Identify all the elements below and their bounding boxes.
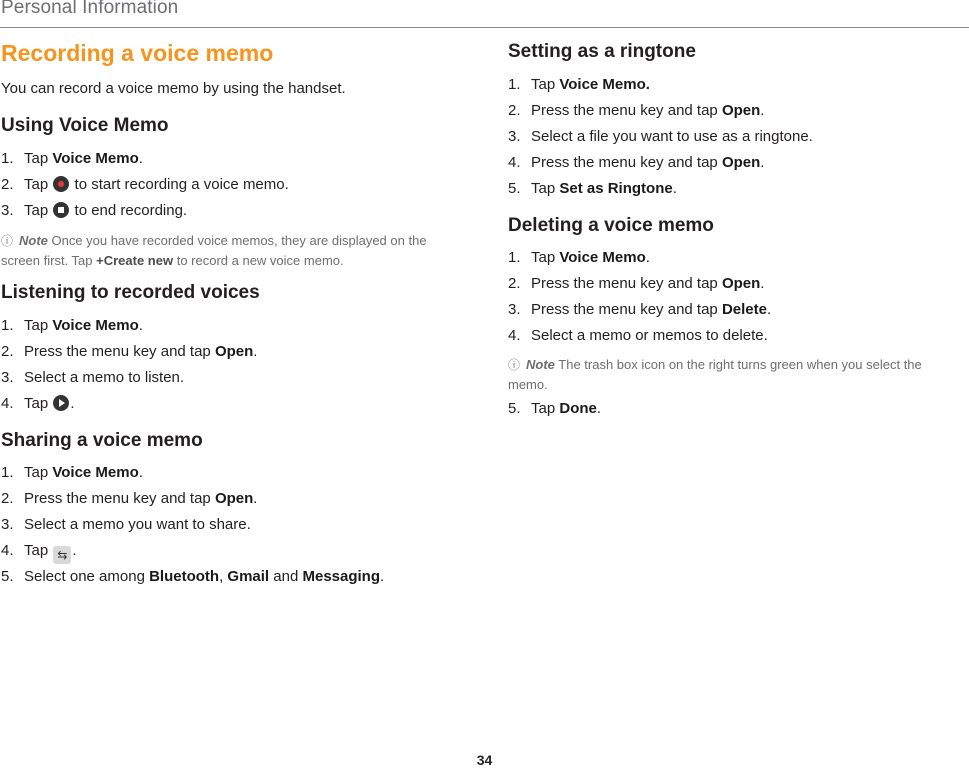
list-item [1, 343, 257, 360]
step-text: . [760, 154, 765, 171]
header-divider [0, 27, 969, 28]
step-text: Tap [531, 180, 560, 197]
note-text: to record a new voice memo. [173, 253, 344, 268]
step-text: Tap [531, 76, 560, 93]
step-text: Press the menu key and tap [531, 275, 722, 292]
step-number: 3. [1, 202, 14, 219]
list-item [508, 275, 764, 292]
step-number: 2. [1, 343, 14, 360]
list-item [508, 301, 771, 318]
step-text: . [596, 400, 602, 417]
list-item [1, 542, 77, 564]
keyword: Voice Memo [52, 150, 139, 167]
step-text: Press the menu key and tap [531, 301, 722, 318]
step-text: Select a memo to listen. [24, 369, 185, 386]
step-text: . [138, 464, 143, 481]
step-text: Tap [24, 395, 53, 412]
keyword: Set as Ringtone [559, 180, 673, 197]
keyword: Open [214, 343, 254, 360]
step-text: . [138, 150, 143, 167]
listening-heading: Listening to recorded voices [1, 282, 260, 303]
step-text: Tap [531, 249, 560, 266]
keyword: Gmail [227, 568, 270, 585]
keyword: Messaging [302, 568, 381, 585]
list-item [1, 568, 384, 585]
step-text: Tap [531, 400, 560, 417]
keyword: Open [721, 275, 761, 292]
note-label: Note [526, 357, 555, 372]
step-text: Press the menu key and tap [24, 490, 215, 507]
using-voice-memo-heading: Using Voice Memo [1, 115, 169, 136]
step-number: 3. [1, 516, 14, 533]
step-text: Tap [24, 150, 53, 167]
step-text: to end recording. [70, 202, 188, 219]
intro-text: You can record a voice memo by using the handset. [1, 80, 346, 97]
list-item [1, 516, 251, 533]
step-text: . [253, 490, 258, 507]
step-text: . [760, 102, 765, 119]
step-number: 1. [508, 76, 521, 93]
list-item [1, 395, 75, 412]
list-item [508, 327, 768, 344]
info-icon: ⓘ [508, 358, 521, 372]
keyword: Open [214, 490, 254, 507]
step-text: Select a memo or memos to delete. [531, 327, 768, 344]
step-text: Select a memo you want to share. [24, 516, 251, 533]
note-box [508, 355, 938, 395]
step-text: . [766, 301, 772, 318]
step-text: Select one among [24, 568, 150, 585]
deleting-heading: Deleting a voice memo [508, 215, 714, 236]
record-icon [53, 176, 69, 192]
step-text: Tap [24, 464, 53, 481]
list-item [508, 76, 650, 93]
step-number: 5. [508, 180, 521, 197]
keyword: Voice Memo [52, 464, 139, 481]
step-text: . [380, 568, 385, 585]
step-number: 1. [1, 464, 14, 481]
step-text: . [645, 249, 650, 266]
step-number: 3. [508, 301, 521, 318]
step-number: 2. [1, 176, 14, 193]
keyword: Done [559, 400, 597, 417]
step-text: Tap [24, 317, 53, 334]
step-number: 2. [508, 275, 521, 292]
list-item [1, 317, 143, 334]
ringtone-heading: Setting as a ringtone [508, 41, 696, 62]
note-text: Once you have recorded voice memos, they are displayed on the screen first. Tap [1, 233, 427, 268]
step-number: 4. [1, 395, 14, 412]
stop-icon [53, 202, 69, 218]
step-text: Press the menu key and tap [531, 102, 722, 119]
sharing-heading: Sharing a voice memo [1, 430, 203, 451]
step-text: and [269, 568, 303, 585]
step-text: . [70, 395, 75, 412]
step-text: Press the menu key and tap [24, 343, 215, 360]
step-text: . [672, 180, 677, 197]
list-item [508, 128, 813, 145]
note-label: Note [19, 233, 48, 248]
list-item [1, 202, 187, 219]
keyword: Voice Memo. [559, 76, 650, 93]
page-title: Recording a voice memo [1, 40, 274, 66]
note-box [1, 231, 441, 271]
list-item [1, 490, 257, 507]
step-number: 2. [508, 102, 521, 119]
info-icon: ⓘ [1, 234, 14, 248]
page-number: 34 [476, 752, 493, 768]
step-text: . [253, 343, 258, 360]
step-number: 1. [1, 317, 14, 334]
section-title: Personal Information [1, 0, 179, 18]
keyword: Bluetooth [149, 568, 220, 585]
step-text: Tap [24, 202, 53, 219]
list-item [508, 154, 764, 171]
step-number: 4. [1, 542, 14, 559]
list-item [1, 150, 143, 167]
keyword: Delete [721, 301, 767, 318]
share-icon: ⇆ [53, 546, 71, 564]
step-text: . [72, 542, 77, 559]
list-item [1, 369, 184, 386]
play-icon [53, 395, 69, 411]
step-number: 1. [508, 249, 521, 266]
list-item [508, 400, 601, 417]
step-number: 3. [508, 128, 521, 145]
step-number: 2. [1, 490, 14, 507]
keyword: Voice Memo [52, 317, 139, 334]
step-number: 5. [508, 400, 521, 417]
step-text: . [760, 275, 765, 292]
keyword: Open [721, 102, 761, 119]
list-item [508, 180, 677, 197]
list-item [1, 176, 289, 193]
step-number: 4. [508, 154, 521, 171]
step-number: 4. [508, 327, 521, 344]
list-item [508, 102, 764, 119]
step-number: 5. [1, 568, 14, 585]
note-text: The trash box icon on the right turns green when you select the memo. [508, 357, 922, 392]
keyword: +Create new [96, 253, 174, 268]
step-text: , [219, 568, 228, 585]
step-text: Press the menu key and tap [531, 154, 722, 171]
step-text: Select a file you want to use as a ringtone. [531, 128, 813, 145]
step-text: Tap [24, 176, 53, 193]
step-text: to start recording a voice memo. [70, 176, 289, 193]
step-number: 1. [1, 150, 14, 167]
keyword: Voice Memo [559, 249, 646, 266]
list-item [508, 249, 650, 266]
step-text: Tap [24, 542, 53, 559]
step-text: . [138, 317, 143, 334]
step-number: 3. [1, 369, 14, 386]
list-item [1, 464, 143, 481]
keyword: Open [721, 154, 761, 171]
